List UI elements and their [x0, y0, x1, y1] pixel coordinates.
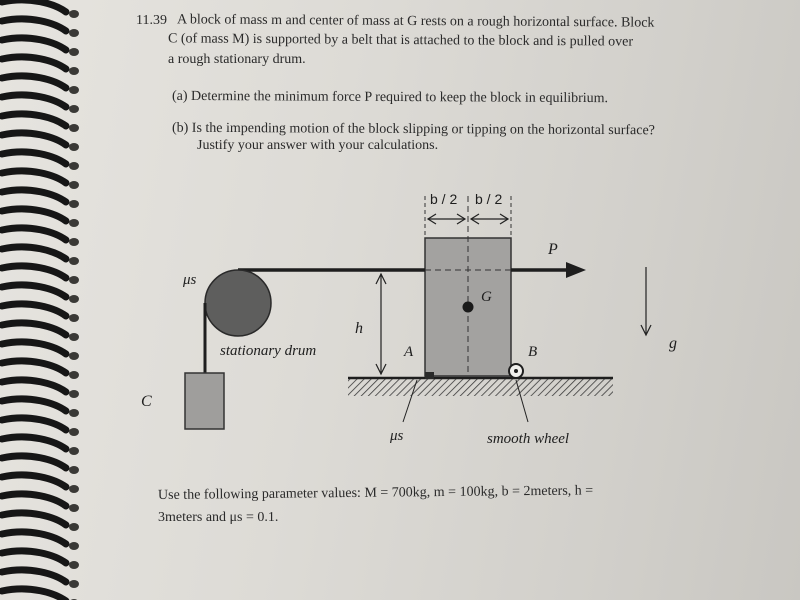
corner-b-label: B: [528, 344, 538, 360]
part-a-text: (a) Determine the minimum force P required to keep the block in equilibrium.: [171, 88, 609, 107]
dim-label-left: b / 2: [430, 191, 458, 207]
force-arrow-head: [566, 262, 586, 278]
drum-label: stationary drum: [220, 343, 317, 359]
parameters-line-1: Use the following parameter values: M = 700kg, m = 100kg, b = 2meters, h =: [157, 483, 594, 503]
corner-a-foot: [425, 372, 434, 379]
ground-friction-label: μs: [390, 428, 404, 444]
gravity-arrow: [641, 267, 651, 335]
gravity-label: g: [669, 335, 677, 352]
center-of-mass-dot: [463, 302, 474, 313]
part-b-text-line-1: (b) Is the impending motion of the block slipping or tipping on the horizontal surface?: [171, 120, 655, 139]
ground-surface: [348, 378, 613, 396]
problem-number: 11.39: [136, 13, 167, 28]
hanging-block-c: [185, 373, 224, 429]
dim-label-right: b / 2: [475, 191, 503, 207]
height-dimension: [376, 274, 386, 374]
hanging-block-label: C: [141, 393, 152, 410]
parameters-line-2: 3meters and μs = 0.1.: [158, 510, 279, 525]
force-label: P: [548, 241, 558, 258]
smooth-wheel-hub: [514, 369, 518, 373]
corner-a-label: A: [404, 344, 414, 360]
drum-friction-label: μs: [183, 272, 197, 288]
part-b-text-line-2: Justify your answer with your calculations.: [197, 138, 439, 153]
center-of-mass-label: G: [481, 289, 492, 305]
problem-text-line-2: C (of mass M) is supported by a belt that is attached to the block and is pulled over: [167, 31, 634, 50]
height-label: h: [355, 320, 363, 337]
problem-text-line-1: A block of mass m and center of mass at G rests on a rough horizontal surface. Block: [176, 12, 655, 31]
wheel-label: smooth wheel: [487, 431, 570, 447]
stationary-drum: [205, 270, 271, 336]
problem-text-line-3: a rough stationary drum.: [168, 52, 306, 67]
